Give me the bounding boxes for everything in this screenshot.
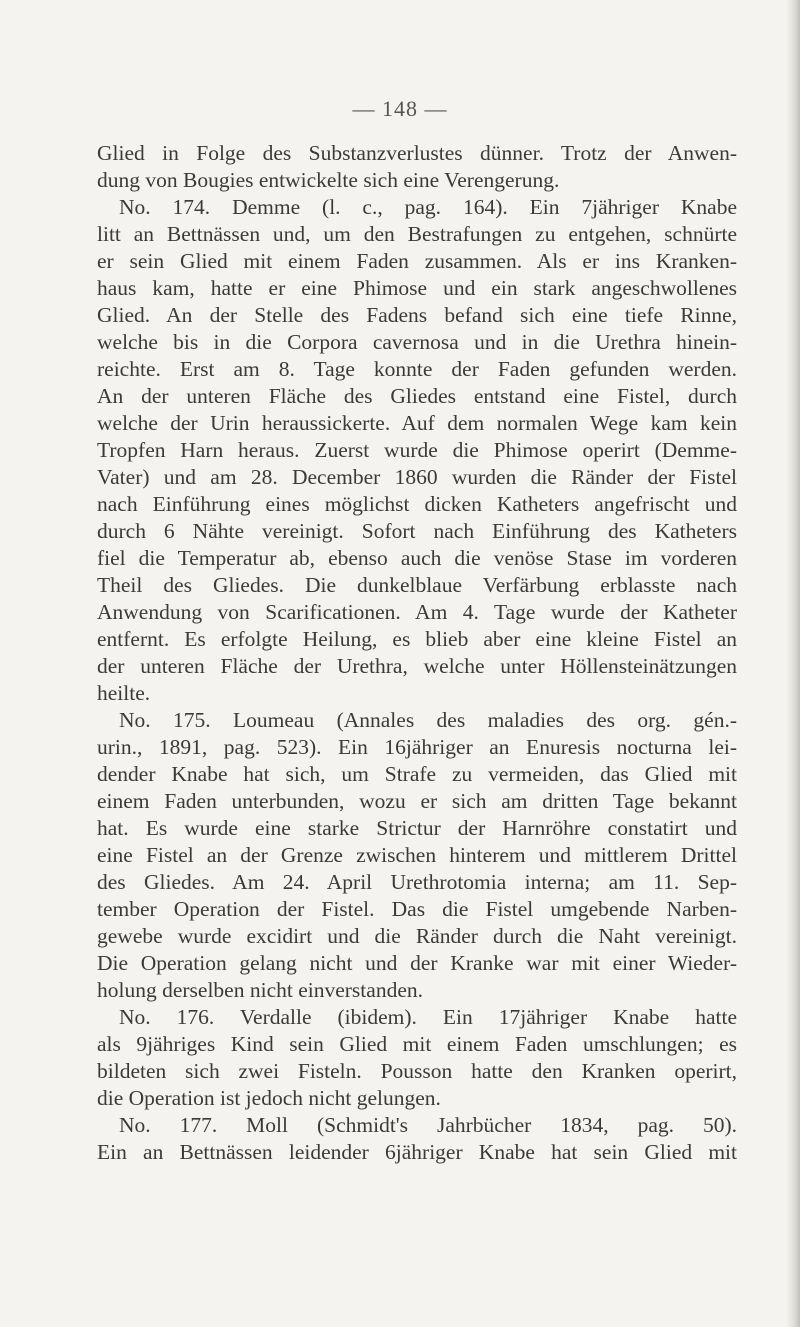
text-line: reichte. Erst am 8. Tage konnte der Faden gefunden werden. [97,357,737,381]
text-line: er sein Glied mit einem Faden zusammen. Als er ins Kranken- [97,249,737,273]
text-line: haus kam, hatte er eine Phimose und ein stark angeschwollenes [97,276,737,300]
text-line: bildeten sich zwei Fisteln. Pousson hatte den Kranken operirt, [97,1059,737,1083]
text-line: Anwendung von Scarificationen. Am 4. Tage wurde der Katheter [97,600,737,624]
text-line: die Operation ist jedoch nicht gelungen. [97,1086,441,1110]
text-line: dender Knabe hat sich, um Strafe zu vermeiden, das Glied mit [97,762,737,786]
text-line: des Gliedes. Am 24. April Urethrotomia interna; am 11. Sep- [97,870,737,894]
page-number-header: — 148 — [352,96,448,121]
text-line: fiel die Temperatur ab, ebenso auch die venöse Stase im vorderen [97,546,737,570]
text-line: An der unteren Fläche des Gliedes entstand eine Fistel, durch [97,384,737,408]
text-line: No. 174. Demme (l. c., pag. 164). Ein 7jähriger Knabe [119,195,737,219]
text-line: entfernt. Es erfolgte Heilung, es blieb aber eine kleine Fistel an [97,627,737,651]
text-line: litt an Bettnässen und, um den Bestrafungen zu entgehen, schnürte [97,222,737,246]
text-line: Tropfen Harn heraus. Zuerst wurde die Phimose operirt (Demme- [97,438,737,462]
text-line: No. 177. Moll (Schmidt's Jahrbücher 1834, pag. 50). [119,1113,737,1137]
text-line: der unteren Fläche der Urethra, welche unter Höllensteinätzungen [97,654,737,678]
body-text [97,140,737,1166]
text-line: heilte. [97,681,151,705]
text-line: urin., 1891, pag. 523). Ein 16jähriger an Enuresis nocturna lei- [97,735,737,759]
text-line: Theil des Gliedes. Die dunkelblaue Verfärbung erblasste nach [97,573,737,597]
text-line: hat. Es wurde eine starke Strictur der Harnröhre constatirt und [97,816,737,840]
text-line: welche bis in die Corpora cavernosa und in die Urethra hinein- [97,330,737,354]
text-line: Glied. An der Stelle des Fadens befand sich eine tiefe Rinne, [97,303,737,327]
text-line: Glied in Folge des Substanzverlustes dünner. Trotz der Anwen- [97,141,737,165]
text-line: eine Fistel an der Grenze zwischen hinterem und mittlerem Drittel [97,843,737,867]
page-edge-shadow [786,0,800,1327]
text-line: durch 6 Nähte vereinigt. Sofort nach Einführung des Katheters [97,519,737,543]
text-line: als 9jähriges Kind sein Glied mit einem Faden umschlungen; es [97,1032,737,1056]
text-line: Ein an Bettnässen leidender 6jähriger Knabe hat sein Glied mit [97,1140,737,1164]
text-line: nach Einführung eines möglichst dicken Katheters angefrischt und [97,492,737,516]
text-line: Vater) und am 28. December 1860 wurden die Ränder der Fistel [97,465,737,489]
text-line: Die Operation gelang nicht und der Kranke war mit einer Wieder- [97,951,737,975]
text-line: einem Faden unterbunden, wozu er sich am dritten Tage bekannt [97,789,737,813]
text-line: welche der Urin heraussickerte. Auf dem normalen Wege kam kein [97,411,737,435]
text-line: dung von Bougies entwickelte sich eine Verengerung. [97,168,560,192]
text-line: No. 175. Loumeau (Annales des maladies des org. gén.- [119,708,737,732]
text-line: tember Operation der Fistel. Das die Fistel umgebende Narben- [97,897,737,921]
text-line: No. 176. Verdalle (ibidem). Ein 17jähriger Knabe hatte [119,1005,737,1029]
text-line: gewebe wurde excidirt und die Ränder durch die Naht vereinigt. [97,924,737,948]
text-line: holung derselben nicht einverstanden. [97,978,423,1002]
